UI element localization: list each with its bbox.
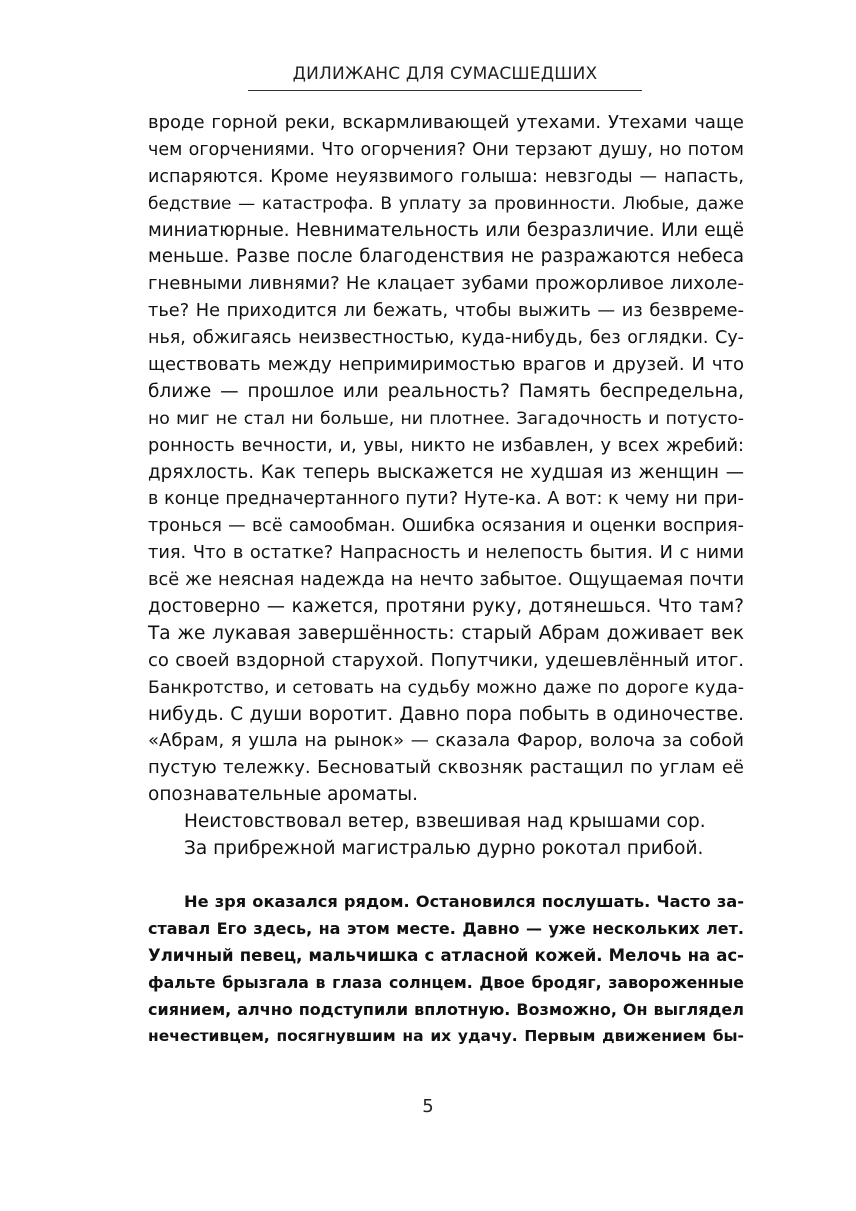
text-line: Не зря оказался рядом. Остановился послушать. Часто за- — [184, 892, 744, 911]
text-line: меньше. Разве после благоденствия не разражаются небеса — [148, 246, 744, 268]
text-line: опознавательные ароматы. — [148, 784, 419, 806]
text-line: ронность вечности, и, увы, никто не избавлен, у всех жребий: — [148, 435, 744, 456]
text-line: тия. Что в остатке? Напрасность и нелепость бытия. И с ними — [148, 543, 744, 564]
text-line: Та же лукавая завершённость: старый Абрам доживает век — [148, 622, 744, 644]
text-line: со своей вздорной старухой. Попутчики, удешевлённый итог. — [148, 649, 744, 671]
text-line: миниатюрные. Невнимательность или безразличие. Или ещё — [148, 219, 744, 241]
text-line: дряхлость. Как теперь выскажется не худшая из женщин — — [148, 461, 744, 483]
text-line: достоверно — кажется, протяни руку, дотянешься. Что там? — [148, 596, 744, 618]
text-line: ществовать между непримиримостью врагов и друзей. И что — [148, 354, 744, 376]
text-line: тронься — всё самообман. Ошибка осязания и оценки восприя- — [148, 516, 744, 537]
paragraph-main — [148, 110, 744, 863]
text-line: чем огорчениями. Что огорчения? Они терзают душу, но потом — [148, 139, 744, 160]
text-line: бедствие — катастрофа. В уплату за провинности. Любые, даже — [148, 193, 744, 214]
text-line: в конце предначертанного пути? Нуте-ка. А вот: к чему ни при- — [148, 489, 744, 510]
text-line: Уличный певец, мальчишка с атласной кожей. Мелочь на ас- — [148, 945, 744, 965]
text-line: Банкротство, и сетовать на судьбу можно даже по дороге куда- — [148, 677, 744, 698]
text-line: всё же неясная надежда на нечто забытое. Ощущаемая почти — [148, 570, 744, 591]
text-line: тье? Не приходится ли бежать, чтобы выжить — из безвреме- — [148, 301, 744, 322]
text-line: вроде горной реки, вскармливающей утехами. Утехами чаще — [148, 112, 744, 133]
text-line: сиянием, алчно подступили вплотную. Возможно, Он выглядел — [148, 999, 744, 1019]
paragraph-wind: Неистовствовал ветер, взвешивая над крышами сор. — [184, 811, 706, 833]
text-line: фальте брызгала в глаза солнцем. Двое бродяг, завороженные — [148, 972, 744, 992]
page-number: 5 — [422, 1096, 434, 1117]
text-line: но миг не стал ни больше, ни плотнее. Загадочность и потусто- — [148, 408, 744, 429]
text-line: нечестивцем, посягнувшим на их удачу. Первым движением бы- — [148, 1027, 744, 1046]
text-line: испаряются. Кроме неуязвимого голыша: невзгоды — напасть, — [148, 166, 744, 187]
paragraph-bold — [148, 889, 744, 1050]
text-line: пустую тележку. Бесноватый сквозняк растащил по углам её — [148, 757, 744, 779]
header-rule — [248, 90, 642, 91]
text-line: «Абрам, я ушла на рынок» — сказала Фарор, волоча за собой — [148, 730, 744, 752]
paragraph-surf: За прибрежной магистралью дурно рокотал прибой. — [184, 838, 704, 860]
text-line: нья, обжигаясь неизвестностью, куда-нибудь, без оглядки. Су- — [148, 328, 744, 349]
text-line: гневными ливнями? Не клацает зубами прожорливое лихоле- — [148, 273, 744, 295]
text-line: ближе — прошлое или реальность? Память беспредельна, — [148, 380, 744, 402]
running-head: ДИЛИЖАНС ДЛЯ СУМАСШЕДШИХ — [292, 64, 598, 84]
text-line: нибудь. С души воротит. Давно пора побыть в одиночестве. — [148, 703, 744, 725]
text-line: ставал Его здесь, на этом месте. Давно — уже нескольких лет. — [148, 918, 744, 938]
